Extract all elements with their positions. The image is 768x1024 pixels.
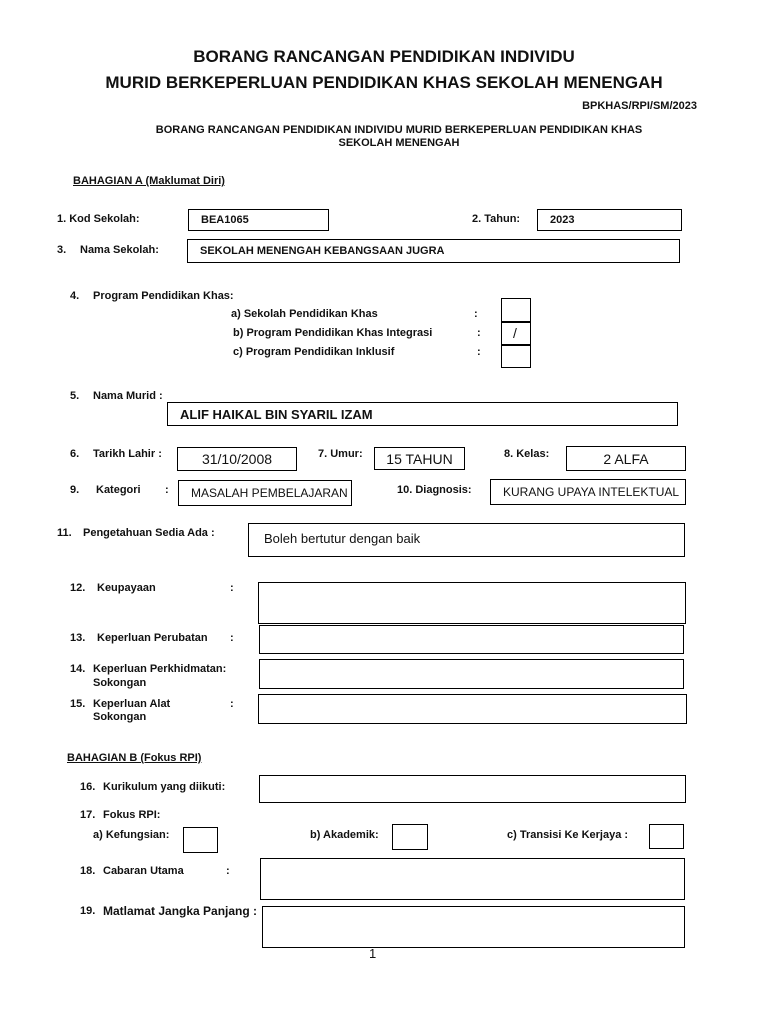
- program-option-a-checkbox[interactable]: [501, 298, 531, 322]
- form-title: BORANG RANCANGAN PENDIDIKAN INDIVIDU: [193, 47, 575, 66]
- perubatan-field[interactable]: [259, 625, 684, 654]
- kelas-value: 2 ALFA: [603, 450, 649, 467]
- form-description-line-1: BORANG RANCANGAN PENDIDIKAN INDIVIDU MURID BERKEPERLUAN PENDIDIKAN KHAS: [155, 124, 643, 136]
- fokus-akademik-checkbox[interactable]: [392, 824, 428, 850]
- nama-sekolah-number: 3.: [57, 244, 67, 256]
- nama-murid-field[interactable]: [167, 402, 678, 426]
- tahun-label: 2. Tahun:: [472, 213, 521, 225]
- diagnosis-value: KURANG UPAYA INTELEKTUAL: [503, 485, 680, 499]
- tahun-value: 2023: [550, 214, 575, 226]
- cabaran-field[interactable]: [260, 858, 685, 900]
- program-option-c-checkbox[interactable]: [501, 345, 531, 368]
- umur-value: 15 TAHUN: [386, 450, 453, 467]
- program-option-b-mark: /: [513, 325, 517, 341]
- pengetahuan-field[interactable]: [248, 523, 685, 557]
- perubatan-colon: :: [230, 632, 234, 644]
- tahun-field[interactable]: [537, 209, 682, 231]
- perkhidmatan-number: 14.: [70, 663, 86, 675]
- nama-murid-label: Nama Murid :: [93, 390, 163, 402]
- pengetahuan-value: Boleh bertutur dengan baik: [264, 531, 421, 546]
- kategori-colon: :: [165, 484, 169, 496]
- fokus-kefungsian-label: a) Kefungsian:: [93, 829, 170, 841]
- keupayaan-colon: :: [230, 582, 234, 594]
- tarikh-lahir-value: 31/10/2008: [201, 451, 273, 467]
- form-code: BPKHAS/RPI/SM/2023: [582, 100, 697, 112]
- fokus-kefungsian-checkbox[interactable]: [183, 827, 218, 853]
- fokus-label: Fokus RPI:: [103, 809, 161, 821]
- kelas-field[interactable]: [566, 446, 686, 471]
- kelas-label: 8. Kelas:: [504, 448, 550, 460]
- alat-colon: :: [230, 698, 234, 710]
- perkhidmatan-field[interactable]: [259, 659, 684, 689]
- alat-label-line-2: Sokongan: [93, 711, 147, 723]
- tarikh-lahir-number: 6.: [70, 448, 80, 460]
- fokus-akademik-label: b) Akademik:: [310, 829, 379, 841]
- umur-field[interactable]: [374, 447, 465, 470]
- fokus-number: 17.: [80, 809, 96, 821]
- alat-label: Keperluan Alat: [93, 698, 171, 710]
- nama-sekolah-value: SEKOLAH MENENGAH KEBANGSAAN JUGRA: [200, 245, 445, 257]
- section-b-heading: BAHAGIAN B (Fokus RPI): [67, 752, 202, 764]
- perkhidmatan-label: Keperluan Perkhidmatan:: [93, 663, 227, 675]
- program-option-a-colon: :: [474, 308, 478, 320]
- program-option-b-label: b) Program Pendidikan Khas Integrasi: [233, 327, 433, 339]
- program-option-b-colon: :: [477, 327, 481, 339]
- diagnosis-label: 10. Diagnosis:: [397, 484, 472, 496]
- alat-field[interactable]: [258, 694, 687, 724]
- form-subtitle: MURID BERKEPERLUAN PENDIDIKAN KHAS SEKOLAH MENENGAH: [105, 73, 663, 92]
- kod-sekolah-label: 1. Kod Sekolah:: [57, 213, 140, 225]
- cabaran-colon: :: [226, 865, 230, 877]
- section-a-heading: BAHAGIAN A (Maklumat Diri): [73, 175, 225, 187]
- keupayaan-label: Keupayaan: [97, 582, 156, 594]
- kurikulum-field[interactable]: [259, 775, 686, 803]
- kategori-label: Kategori: [96, 484, 141, 496]
- program-option-c-label: c) Program Pendidikan Inklusif: [233, 346, 395, 358]
- cabaran-label: Cabaran Utama: [103, 865, 184, 877]
- nama-sekolah-field[interactable]: [187, 239, 680, 263]
- cabaran-number: 18.: [80, 865, 96, 877]
- nama-sekolah-label: Nama Sekolah:: [80, 244, 159, 256]
- kategori-number: 9.: [70, 484, 80, 496]
- tarikh-lahir-field[interactable]: [177, 447, 297, 471]
- pengetahuan-number: 11.: [57, 527, 72, 539]
- kurikulum-label: Kurikulum yang diikuti:: [103, 781, 226, 793]
- page-number: 1: [369, 946, 377, 961]
- program-number: 4.: [70, 290, 80, 302]
- program-option-b-checkbox[interactable]: [501, 322, 531, 345]
- kod-sekolah-value: BEA1065: [201, 214, 249, 226]
- matlamat-number: 19.: [80, 905, 96, 917]
- kategori-field[interactable]: [178, 480, 352, 506]
- perkhidmatan-label-line-2: Sokongan: [93, 677, 147, 689]
- program-option-c-colon: :: [477, 346, 481, 358]
- kod-sekolah-field[interactable]: [188, 209, 329, 231]
- keupayaan-number: 12.: [70, 582, 86, 594]
- alat-number: 15.: [70, 698, 86, 710]
- tarikh-lahir-label: Tarikh Lahir :: [93, 448, 162, 460]
- fokus-transisi-label: c) Transisi Ke Kerjaya :: [507, 829, 629, 841]
- form-description-line-2: SEKOLAH MENENGAH: [338, 137, 460, 149]
- keupayaan-field[interactable]: [258, 582, 686, 624]
- perubatan-label: Keperluan Perubatan: [97, 632, 208, 644]
- diagnosis-field[interactable]: [490, 479, 686, 505]
- nama-murid-value: ALIF HAIKAL BIN SYARIL IZAM: [180, 406, 373, 422]
- fokus-transisi-checkbox[interactable]: [649, 824, 684, 849]
- program-label: Program Pendidikan Khas:: [93, 290, 234, 302]
- perubatan-number: 13.: [70, 632, 86, 644]
- nama-murid-number: 5.: [70, 390, 80, 402]
- umur-label: 7. Umur:: [318, 448, 363, 460]
- program-option-a-label: a) Sekolah Pendidikan Khas: [231, 308, 378, 320]
- matlamat-field[interactable]: [262, 906, 685, 948]
- kategori-value: MASALAH PEMBELAJARAN: [191, 486, 348, 500]
- matlamat-label: Matlamat Jangka Panjang :: [103, 904, 258, 918]
- pengetahuan-label: Pengetahuan Sedia Ada :: [83, 527, 215, 539]
- kurikulum-number: 16.: [80, 781, 96, 793]
